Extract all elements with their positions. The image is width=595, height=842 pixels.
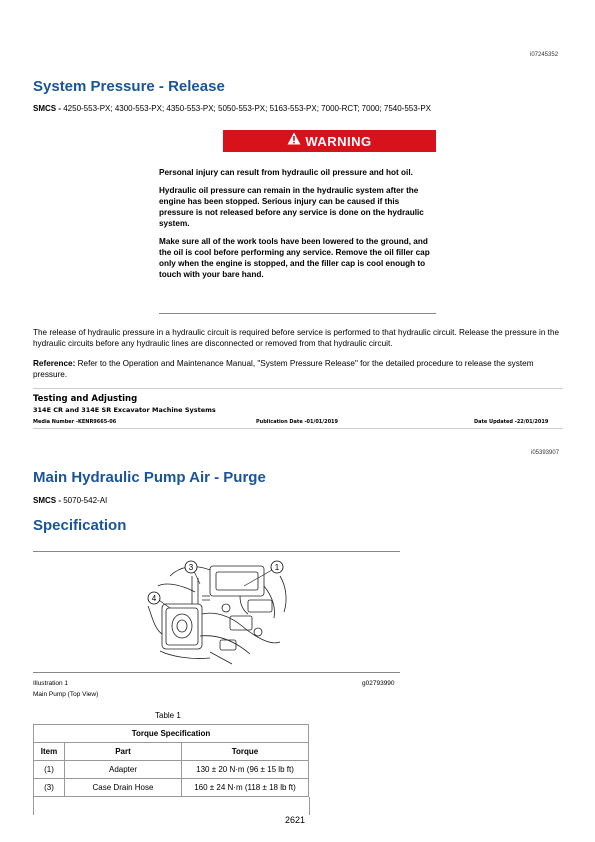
reference-paragraph xyxy=(33,358,563,380)
table-cell: (1) xyxy=(34,761,65,779)
column-header: Torque xyxy=(182,743,309,761)
media-number: Media Number -KENR9665-06 xyxy=(33,419,117,425)
publication-date: Publication Date -01/01/2019 xyxy=(256,419,339,425)
main-pump-illustration xyxy=(140,556,290,669)
document-id: i05393907 xyxy=(531,450,560,456)
callout-label: 1 xyxy=(274,563,280,572)
reference-text: Refer to the Operation and Maintenance Manual, "System Pressure Release" for the detailed procedure to release the system pressure. xyxy=(33,359,534,379)
reference-label: Reference: xyxy=(33,359,76,368)
section-title: Main Hydraulic Pump Air - Purge xyxy=(33,469,266,486)
document-id: i07245352 xyxy=(530,52,559,58)
page-title: System Pressure - Release xyxy=(33,78,225,95)
table-title: Torque Specification xyxy=(34,725,309,743)
footer-title: Testing and Adjusting xyxy=(33,394,138,404)
smcs-line xyxy=(33,104,431,113)
section-divider xyxy=(33,388,563,389)
warning-paragraph: Make sure all of the work tools have been lowered to the ground, and the oil is cool before performing any service. Remove the oil filler cap only when the engine is stopped, and the filler cap is cool enough to touch with your bare hand. xyxy=(159,237,430,279)
illustration-top-rule xyxy=(33,551,400,552)
table-cell: 160 ± 24 N·m (118 ± 18 lb ft) xyxy=(182,779,309,797)
callout-3 xyxy=(184,560,198,574)
callout-label: 3 xyxy=(188,563,194,572)
callout-4 xyxy=(147,591,161,605)
callout-1 xyxy=(270,560,284,574)
specification-heading: Specification xyxy=(33,517,127,534)
footer-divider xyxy=(33,428,563,429)
warning-text xyxy=(159,167,436,287)
smcs-line xyxy=(33,496,107,505)
torque-table xyxy=(33,724,309,797)
pump-body-drawing xyxy=(148,566,286,664)
illustration-caption: Main Pump (Top View) xyxy=(33,691,99,698)
smcs-label: SMCS - xyxy=(33,496,61,505)
column-header: Part xyxy=(65,743,182,761)
warning-label: WARNING xyxy=(305,133,372,149)
smcs-label: SMCS - xyxy=(33,104,61,113)
illustration-bottom-rule xyxy=(33,672,400,673)
illustration-code: g02793990 xyxy=(362,680,395,687)
page-number: 2621 xyxy=(285,815,306,825)
table-title-row xyxy=(34,725,309,743)
warning-paragraph: Personal injury can result from hydraulic oil pressure and hot oil. xyxy=(159,168,413,177)
table-cell: Adapter xyxy=(65,761,182,779)
column-header: Item xyxy=(34,743,65,761)
smcs-codes: 5070-542-AI xyxy=(61,496,108,505)
table-row xyxy=(34,779,309,797)
body-paragraph: The release of hydraulic pressure in a hydraulic circuit is required before service is performed to that hydraulic circuit. Release the pressure in the hydraulic circuits before any hydraulic lines are disconnected or removed from that hydraulic circuit. xyxy=(33,328,560,348)
table-right-edge xyxy=(309,797,310,815)
warning-triangle-icon xyxy=(287,132,301,150)
table-left-edge xyxy=(33,797,34,815)
smcs-codes: 4250-553-PX; 4300-553-PX; 4350-553-PX; 5050-553-PX; 5163-553-PX; 7000-RCT; 7000; 7540-553-PX xyxy=(61,104,432,113)
table-cell: 130 ± 20 N·m (96 ± 15 lb ft) xyxy=(182,761,309,779)
date-updated: Date Updated -22/01/2019 xyxy=(474,419,549,425)
callout-label: 4 xyxy=(151,594,157,603)
warning-paragraph: Hydraulic oil pressure can remain in the hydraulic system after the engine has been stopped. Serious injury can be caused if this pressure is not released before any service is done on the hydraulic system. xyxy=(159,186,424,228)
footer-subtitle: 314E CR and 314E SR Excavator Machine Systems xyxy=(33,406,216,414)
table-row xyxy=(34,761,309,779)
warning-divider xyxy=(159,313,436,314)
warning-banner xyxy=(223,130,436,152)
table-caption: Table 1 xyxy=(155,711,181,720)
table-cell: Case Drain Hose xyxy=(65,779,182,797)
table-header-row xyxy=(34,743,309,761)
table-cell: (3) xyxy=(34,779,65,797)
illustration-label: Illustration 1 xyxy=(33,680,69,687)
